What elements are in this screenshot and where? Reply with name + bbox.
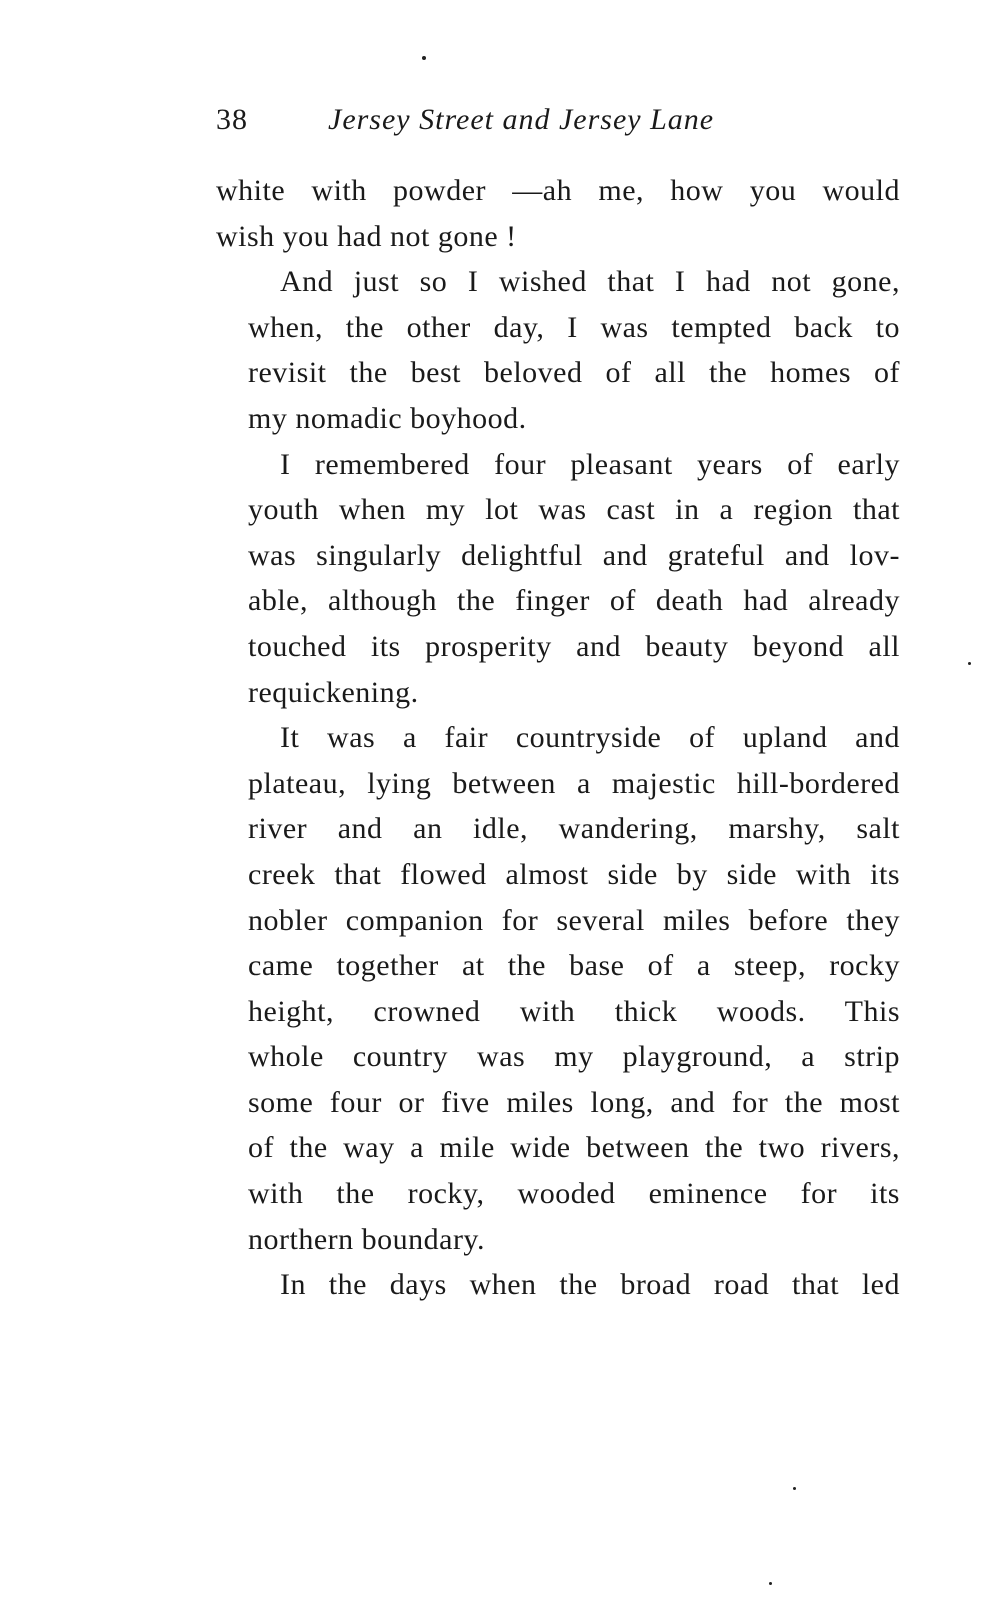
- text-line: when, the other day, I was tempted back to: [248, 310, 900, 344]
- text-line: requickening.: [248, 675, 419, 709]
- text-line: I remembered four pleasant years of early: [280, 447, 900, 481]
- text-line: whole country was my playground, a strip: [248, 1040, 900, 1074]
- text-line: river and an idle, wandering, marshy, salt: [248, 812, 900, 846]
- text-line: And just so I wished that I had not gone,: [280, 265, 900, 299]
- text-line: my nomadic boyhood.: [248, 401, 527, 435]
- text-line: It was a fair countryside of upland and: [280, 721, 900, 755]
- page-number: 38: [216, 103, 248, 136]
- text-line: youth when my lot was cast in a region that: [248, 493, 900, 527]
- print-speck: [793, 1487, 796, 1490]
- text-line: In the days when the broad road that led: [280, 1268, 900, 1302]
- paragraph: [216, 259, 900, 441]
- text-line: of the way a mile wide between the two rivers,: [248, 1131, 900, 1165]
- running-title: Jersey Street and Jersey Lane: [328, 103, 715, 136]
- text-line: with the rocky, wooded eminence for its: [248, 1177, 900, 1211]
- text-line: wish you had not gone !: [216, 219, 517, 253]
- print-speck: [968, 662, 971, 665]
- body-text: [216, 168, 900, 1308]
- paragraph: [216, 442, 900, 716]
- print-speck: [769, 1582, 772, 1585]
- paragraph: [216, 715, 900, 1262]
- page-header: [216, 98, 906, 142]
- text-line: height, crowned with thick woods. This: [248, 994, 900, 1028]
- text-line: nobler companion for several miles before they: [248, 903, 900, 937]
- text-line: northern boundary.: [248, 1222, 485, 1256]
- text-line: came together at the base of a steep, rocky: [248, 949, 900, 983]
- text-line: some four or five miles long, and for the most: [248, 1085, 900, 1119]
- text-line: touched its prosperity and beauty beyond all: [248, 629, 900, 663]
- paragraph: [216, 1262, 900, 1308]
- text-line: plateau, lying between a majestic hill-bordered: [248, 766, 900, 800]
- text-line: white with powder —ah me, how you would: [216, 174, 900, 207]
- print-speck: [422, 56, 426, 60]
- paragraph: [216, 168, 900, 259]
- text-line: creek that flowed almost side by side with its: [248, 857, 900, 891]
- text-line: revisit the best beloved of all the homes of: [248, 356, 900, 390]
- text-line: able, although the finger of death had already: [248, 584, 900, 618]
- text-line: was singularly delightful and grateful and lov-: [248, 538, 900, 572]
